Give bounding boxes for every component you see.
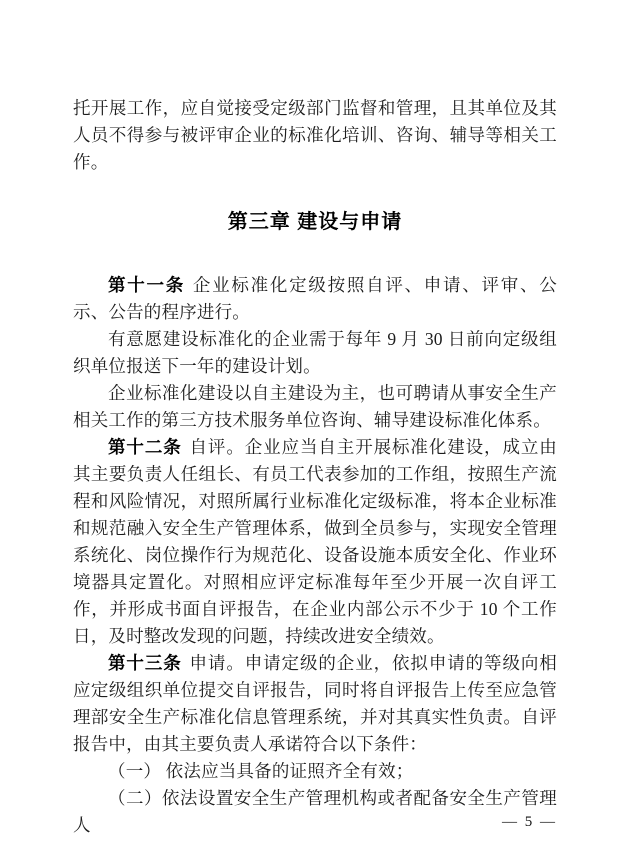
paragraph-building-plan [73, 326, 557, 380]
paragraph-text: 有意愿建设标准化的企业需于每年 9 月 30 日前向定级组织单位报送下一年的建设计划。 [73, 329, 557, 376]
paragraph-self-building [73, 380, 557, 434]
article-11-text: 企业标准化定级按照自评、申请、评审、公示、公告的程序进行。 [73, 275, 557, 322]
list-item-text: （一） 依法应当具备的证照齐全有效； [108, 761, 414, 781]
article-13-text: 申请。申请定级的企业，依拟申请的等级向相应定级组织单位提交自评报告，同时将自评报告上传至应急管理部安全生产标准化信息管理系统，并对其真实性负责。自评报告中，由其主要负责人承诺符合以下条件： [73, 653, 557, 754]
document-content [73, 95, 557, 839]
paragraph-article-12 [73, 434, 557, 650]
page-footer [502, 814, 557, 830]
article-13-label: 第十三条 [108, 653, 182, 673]
article-12-text: 自评。企业应当自主开展标准化建设，成立由其主要负责人任组长、有员工代表参加的工作组，按照生产流程和风险情况，对照所属行业标准化定级标准，将本企业标准和规范融入安全生产管理体系，做到全员参与，实现安全管理系统化、岗位操作行为规范化、设备设施本质安全化、作业环境器具定置化。对照相应评定标准每年至少开展一次自评工作，并形成书面自评报告，在企业内部公示不少于 10 个工作日，及时整改发现的问题，持续改进安全绩效。 [73, 437, 557, 646]
paragraph-article-13 [73, 650, 557, 758]
chapter-heading: 第三章 建设与申请 [227, 211, 403, 233]
list-item-1 [73, 758, 557, 785]
paragraph-article-11 [73, 272, 557, 326]
page-number: — 5 — [502, 814, 557, 830]
article-12-label: 第十二条 [108, 437, 182, 457]
list-item-2 [73, 785, 557, 839]
paragraph-continued-from-previous-page: 托开展工作，应自觉接受定级部门监督和管理，且其单位及其人员不得参与被评审企业的标准化培训、咨询、辅导等相关工作。 [73, 98, 557, 172]
article-11-label: 第十一条 [108, 275, 185, 295]
list-item-text: （二）依法设置安全生产管理机构或者配备安全生产管理人 [73, 788, 557, 835]
paragraph-text: 企业标准化建设以自主建设为主，也可聘请从事安全生产相关工作的第三方技术服务单位咨询、辅导建设标准化体系。 [73, 383, 557, 430]
